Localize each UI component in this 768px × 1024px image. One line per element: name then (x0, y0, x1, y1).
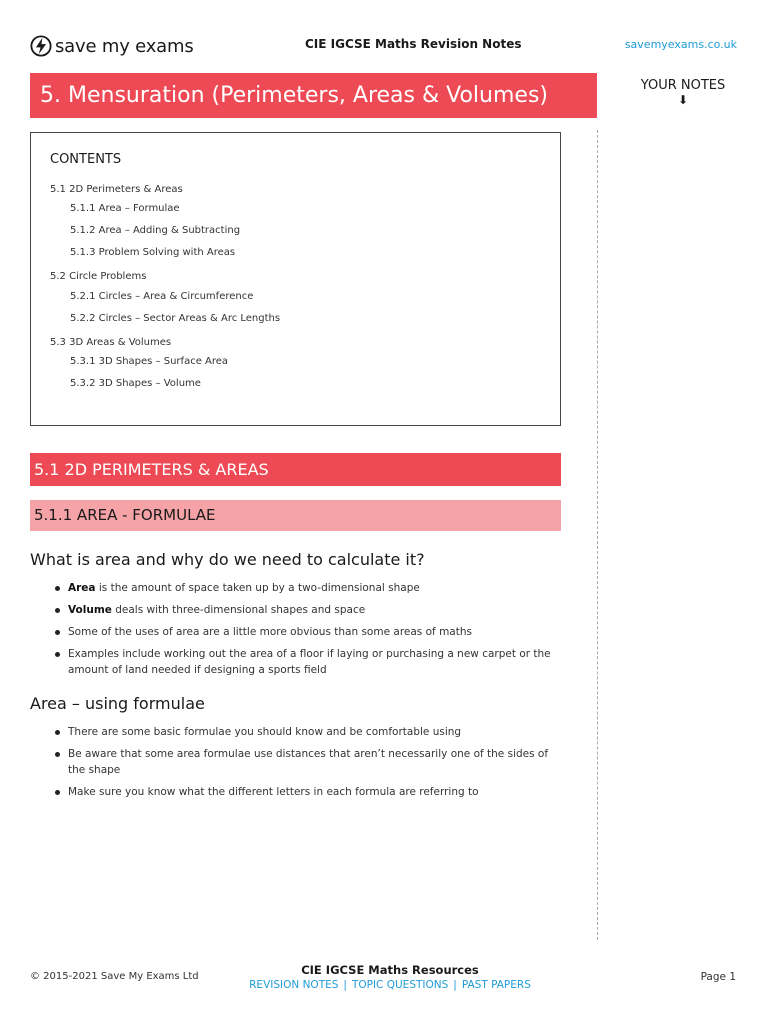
block2-bullets (52, 724, 552, 806)
copyright: © 2015-2021 Save My Exams Ltd (30, 971, 199, 982)
list-item (52, 646, 552, 678)
bullet-text: Some of the uses of area are a little more obvious than some areas of maths (68, 626, 472, 638)
toc-item[interactable]: 5.2 Circle Problems (50, 271, 147, 282)
chapter-title: 5. Mensuration (Perimeters, Areas & Volumes) (40, 83, 548, 108)
block2-heading: Area – using formulae (30, 694, 205, 713)
page-number: Page 1 (700, 971, 736, 983)
site-link[interactable]: savemyexams.co.uk (624, 38, 737, 51)
toc-item[interactable]: 5.1 2D Perimeters & Areas (50, 184, 183, 195)
chapter-title-bar (30, 73, 597, 118)
footer-title: CIE IGCSE Maths Resources (301, 963, 479, 977)
subsection-header (30, 500, 561, 531)
footer-resources (230, 963, 550, 991)
link-separator: | (453, 979, 457, 991)
section-title: 5.1 2D PERIMETERS & AREAS (34, 460, 269, 479)
toc-item[interactable]: 5.1.3 Problem Solving with Areas (70, 247, 236, 258)
list-item (52, 602, 552, 618)
toc-item[interactable]: 5.2.1 Circles – Area & Circumference (70, 291, 254, 302)
down-arrow-icon: ⬇ (677, 93, 689, 107)
section-header (30, 453, 561, 486)
toc-item[interactable]: 5.3.2 3D Shapes – Volume (70, 378, 201, 389)
list-item: Make sure you know what the different letters in each formula are referring to (52, 784, 552, 800)
subsection-title: 5.1.1 AREA - FORMULAE (34, 506, 216, 524)
bold-term: Area (68, 582, 96, 594)
bold-term: Volume (68, 604, 112, 616)
revision-notes-link[interactable]: REVISION NOTES (249, 979, 339, 991)
list-item: Be aware that some area formulae use distances that aren’t necessarily one of the sides of the shape (52, 746, 552, 778)
contents-box (30, 132, 561, 426)
list-item (52, 580, 552, 596)
block1-bullets (52, 580, 552, 684)
contents-heading: CONTENTS (50, 152, 122, 167)
logo-text: save my exams (55, 35, 194, 57)
list-item: There are some basic formulae you should know and be comfortable using (52, 724, 552, 740)
topic-questions-link[interactable]: TOPIC QUESTIONS (351, 979, 449, 991)
toc-item[interactable]: 5.2.2 Circles – Sector Areas & Arc Lengths (70, 313, 281, 324)
header-title: CIE IGCSE Maths Revision Notes (305, 37, 522, 51)
block1-heading: What is area and why do we need to calculate it? (30, 550, 425, 569)
your-notes-label: YOUR NOTES (640, 78, 726, 93)
lightning-logo-icon (30, 35, 52, 57)
past-papers-link[interactable]: PAST PAPERS (461, 979, 531, 991)
bullet-text: is the amount of space taken up by a two-dimensional shape (95, 582, 420, 594)
list-item (52, 624, 552, 640)
bullet-text: deals with three-dimensional shapes and space (111, 604, 366, 616)
link-separator: | (343, 979, 347, 991)
toc-item[interactable]: 5.3 3D Areas & Volumes (50, 337, 172, 348)
footer-links (230, 979, 550, 991)
bullet-text: Examples include working out the area of a floor if laying or purchasing a new carpet or the amount of land needed if designing a sports field (68, 648, 551, 676)
toc-item[interactable]: 5.1.1 Area – Formulae (70, 203, 180, 214)
toc-item[interactable]: 5.3.1 3D Shapes – Surface Area (70, 356, 229, 367)
your-notes (630, 78, 736, 107)
notes-divider (597, 130, 598, 940)
logo[interactable] (30, 33, 194, 59)
toc-item[interactable]: 5.1.2 Area – Adding & Subtracting (70, 225, 241, 236)
